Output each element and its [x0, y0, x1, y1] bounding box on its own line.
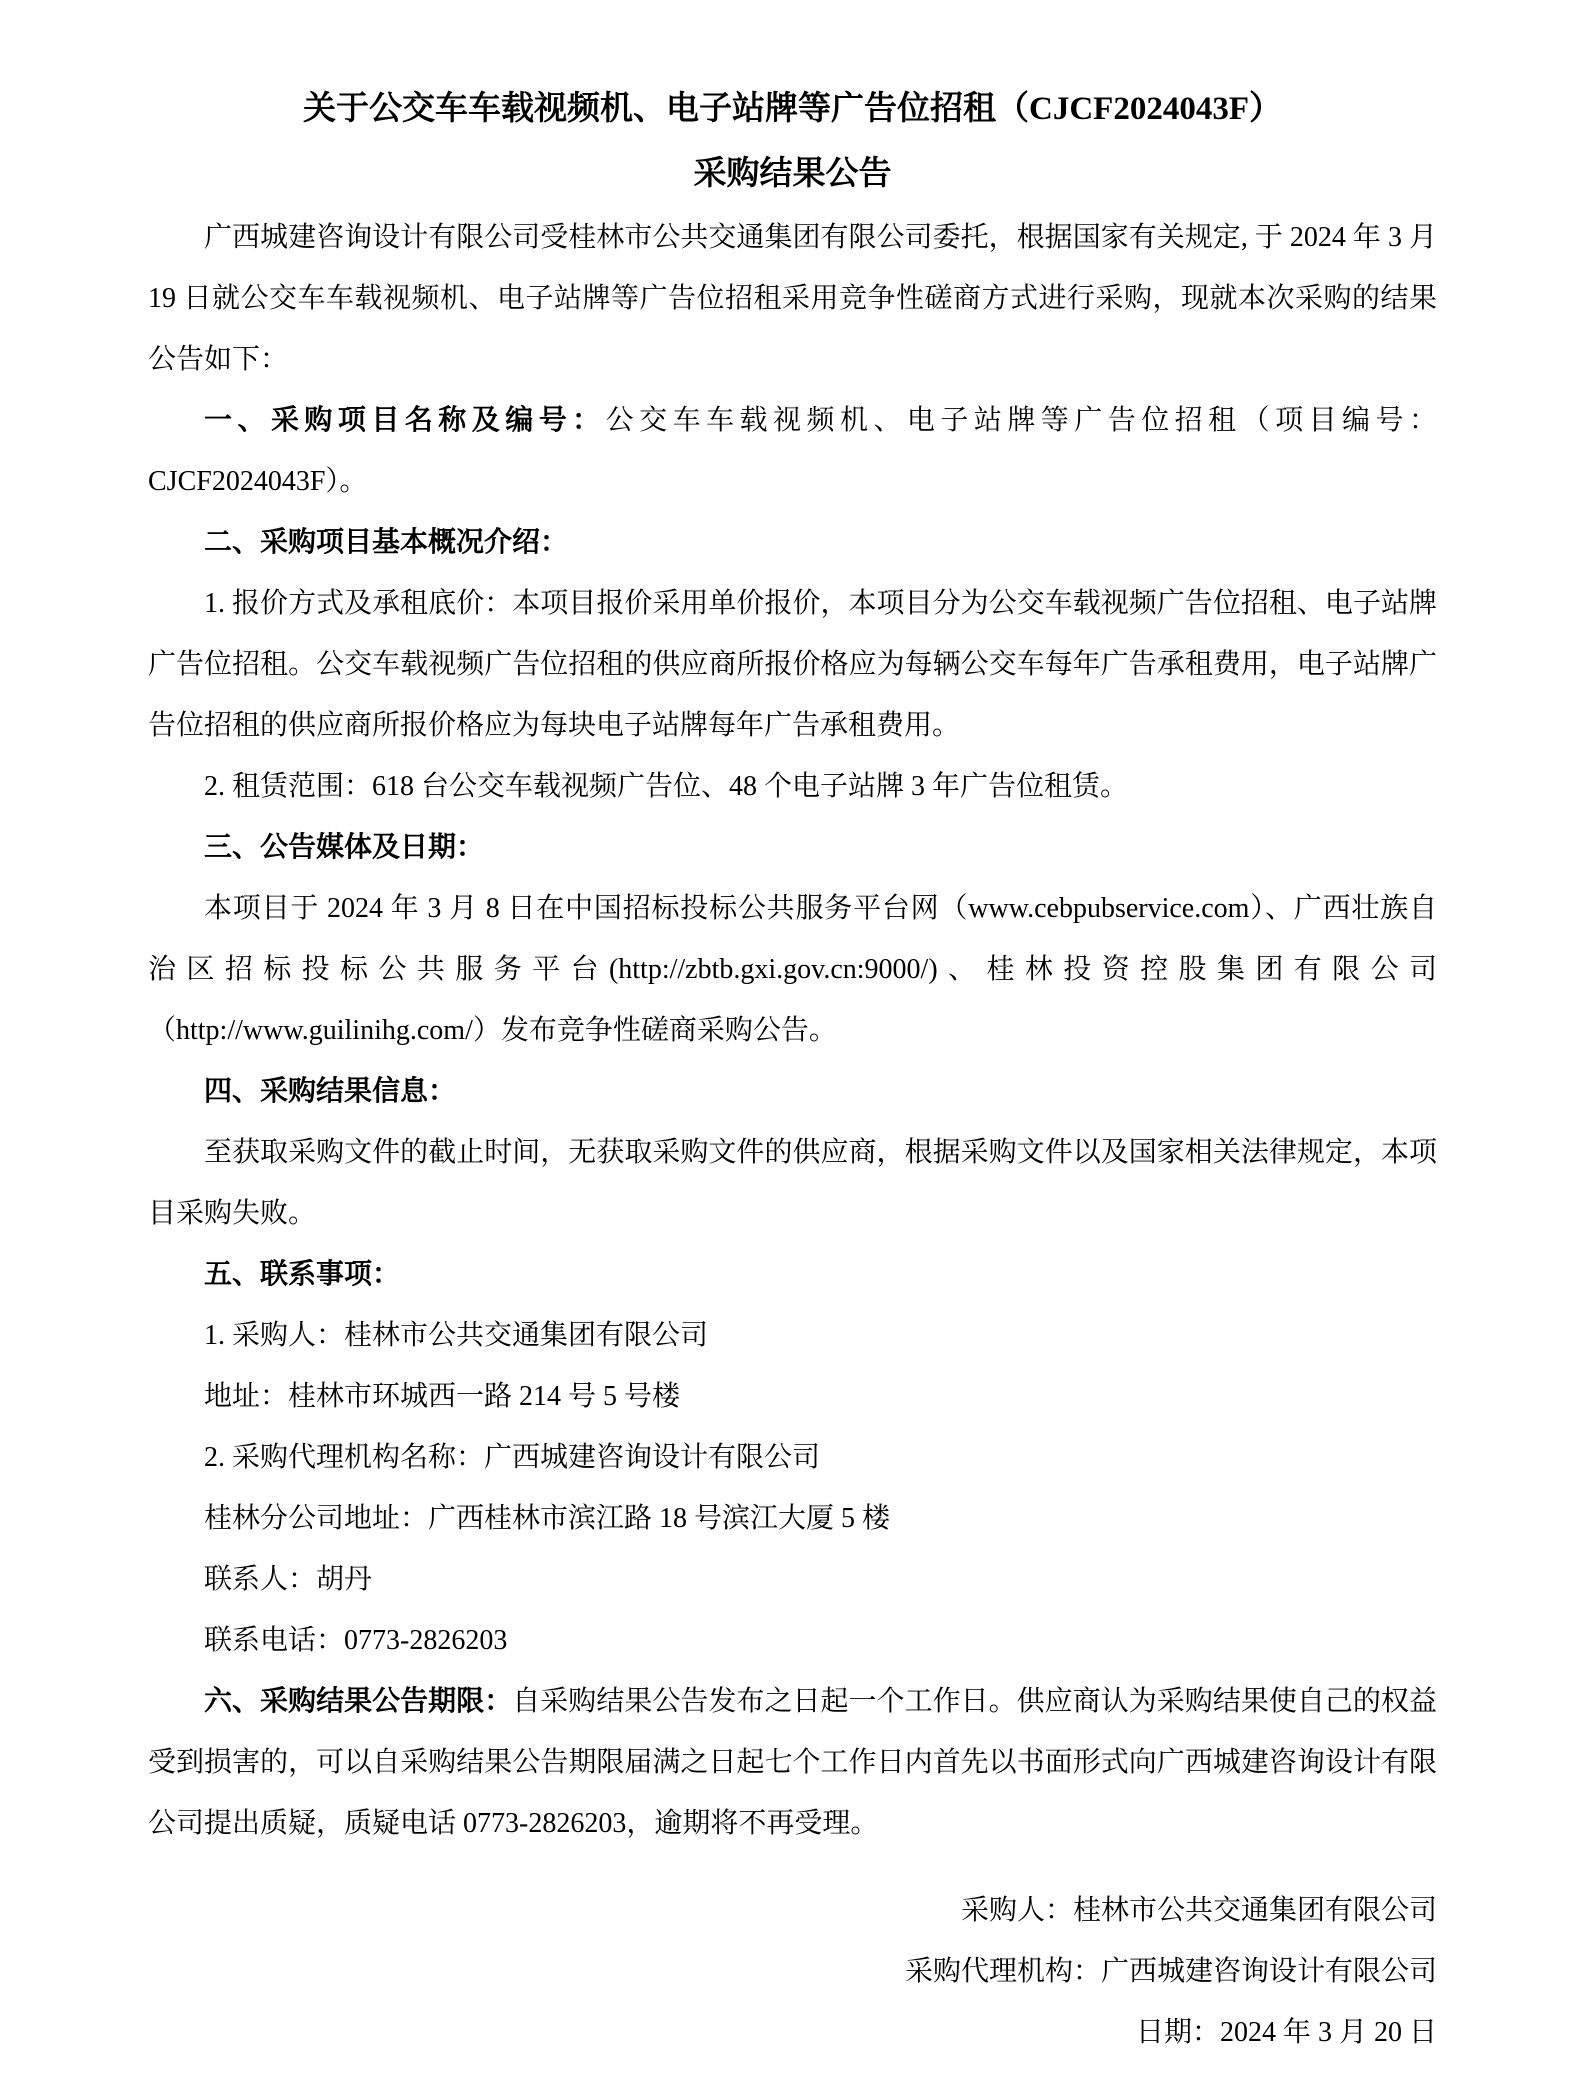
section-1-project-name [148, 390, 1437, 512]
section-6-heading: 六、采购结果公告期限： [204, 1686, 513, 1717]
section-6-announcement-period [148, 1671, 1437, 1854]
section-2-item-pricing: 1. 报价方式及承租底价：本项目报价采用单价报价，本项目分为公交车载视频广告位招租、电子站牌广告位招租。公交车载视频广告位招租的供应商所报价格应为每辆公交车每年广告承租费用，电子站牌广告位招租的供应商所报价格应为每块电子站牌每年广告承租费用。 [148, 588, 1437, 741]
document-title-line2: 采购结果公告 [693, 156, 892, 192]
contact-buyer-line: 1. 采购人：桂林市公共交通集团有限公司 [204, 1320, 709, 1351]
signature-block [148, 1880, 1437, 2063]
section-2-item-scope: 2. 租赁范围：618 台公交车载视频广告位、48 个电子站牌 3 年广告位租赁。 [204, 771, 1129, 802]
section-4-result-paragraph: 至获取采购文件的截止时间，无获取采购文件的供应商，根据采购文件以及国家相关法律规定，本项目采购失败。 [148, 1137, 1437, 1229]
section-2-heading: 二、采购项目基本概况介绍： [204, 527, 569, 558]
section-5-heading: 五、联系事项： [204, 1259, 401, 1290]
contact-buyer-address-line: 地址：桂林市环城西一路 214 号 5 号楼 [204, 1381, 681, 1412]
section-6-text: 自采购结果公告发布之日起一个工作日。供应商认为采购结果使自己的权益受到损害的，可以自采购结果公告期限届满之日起七个工作日内首先以书面形式向广西城建咨询设计有限公司提出质疑，质疑电话 0773-2826203，逾期将不再受理。 [148, 1686, 1437, 1839]
contact-phone-line: 联系电话：0773-2826203 [204, 1625, 508, 1656]
contact-agency-address-line: 桂林分公司地址：广西桂林市滨江路 18 号滨江大厦 5 楼 [204, 1503, 891, 1534]
contact-agency-line: 2. 采购代理机构名称：广西城建咨询设计有限公司 [204, 1442, 821, 1473]
intro-paragraph: 广西城建咨询设计有限公司受桂林市公共交通集团有限公司委托，根据国家有关规定, 于 2024 年 3 月 19 日就公交车车载视频机、电子站牌等广告位招租采用竞争性磋商方式进行采购，现就本次采购的结果公告如下： [148, 222, 1437, 375]
section-3-media-paragraph: 本项目于 2024 年 3 月 8 日在中国招标投标公共服务平台网（www.cebpubservice.com）、广西壮族自治区招标投标公共服务平台(http://zbtb.gxi.gov.cn:9000/)、桂林投资控股集团有限公司（http://www.guilinihg.com/）发布竞争性磋商采购公告。 [148, 893, 1437, 1046]
section-3-heading: 三、公告媒体及日期： [204, 832, 485, 863]
signature-date-line: 日期：2024 年 3 月 20 日 [1135, 2017, 1437, 2048]
section-1-heading: 一、采购项目名称及编号： [204, 405, 606, 436]
signature-buyer-line: 采购人：桂林市公共交通集团有限公司 [960, 1895, 1437, 1926]
section-4-heading: 四、采购结果信息： [204, 1076, 457, 1107]
document-title-line1: 关于公交车车载视频机、电子站牌等广告位招租（CJCF2024043F） [303, 91, 1282, 127]
section-1-text: 公交车车载视频机、电子站牌等广告位招租（项目编号：CJCF2024043F）。 [148, 405, 1437, 497]
signature-agency-line: 采购代理机构：广西城建咨询设计有限公司 [904, 1956, 1437, 1987]
document-body [148, 207, 1437, 2063]
contact-person-line: 联系人：胡丹 [204, 1564, 373, 1595]
